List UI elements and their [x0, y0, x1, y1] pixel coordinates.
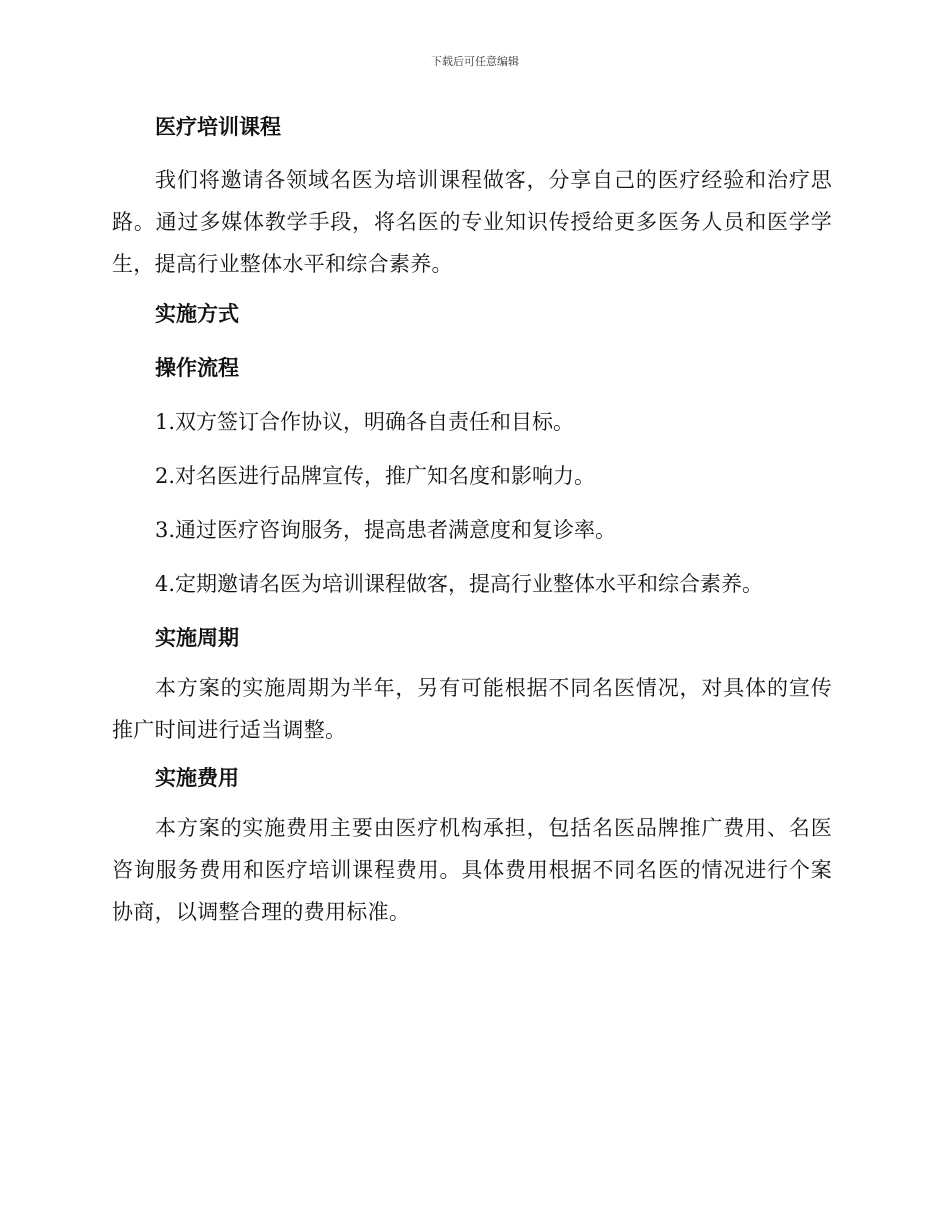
page-header-note: 下载后可任意编辑: [431, 55, 519, 68]
section-body-period: 本方案的实施周期为半年，另有可能根据不同名医情况，对具体的宣传推广时间进行适当调整。: [112, 676, 832, 742]
section-title-period: 实施周期: [155, 625, 239, 650]
document-body: [112, 110, 832, 945]
process-step-2: 2.对名医进行品牌宣传，推广知名度和影响力。: [155, 464, 596, 488]
section-body-training: 我们将邀请各领域名医为培训课程做客，分享自己的医疗经验和治疗思路。通过多媒体教学手段，将名医的专业知识传授给更多医务人员和医学学生，提高行业整体水平和综合素养。: [112, 168, 832, 276]
process-step-4: 4.定期邀请名医为培训课程做客，提高行业整体水平和综合素养。: [155, 572, 764, 596]
section-title-process: 操作流程: [155, 355, 239, 380]
process-step-1: 1.双方签订合作协议，明确各自责任和目标。: [155, 410, 575, 434]
section-title-training: 医疗培训课程: [155, 114, 281, 139]
section-title-method: 实施方式: [155, 301, 239, 326]
section-title-cost: 实施费用: [155, 765, 239, 790]
section-body-cost: 本方案的实施费用主要由医疗机构承担，包括名医品牌推广费用、名医咨询服务费用和医疗培训课程费用。具体费用根据不同名医的情况进行个案协商，以调整合理的费用标准。: [112, 816, 832, 924]
process-step-3: 3.通过医疗咨询服务，提高患者满意度和复诊率。: [155, 518, 617, 542]
